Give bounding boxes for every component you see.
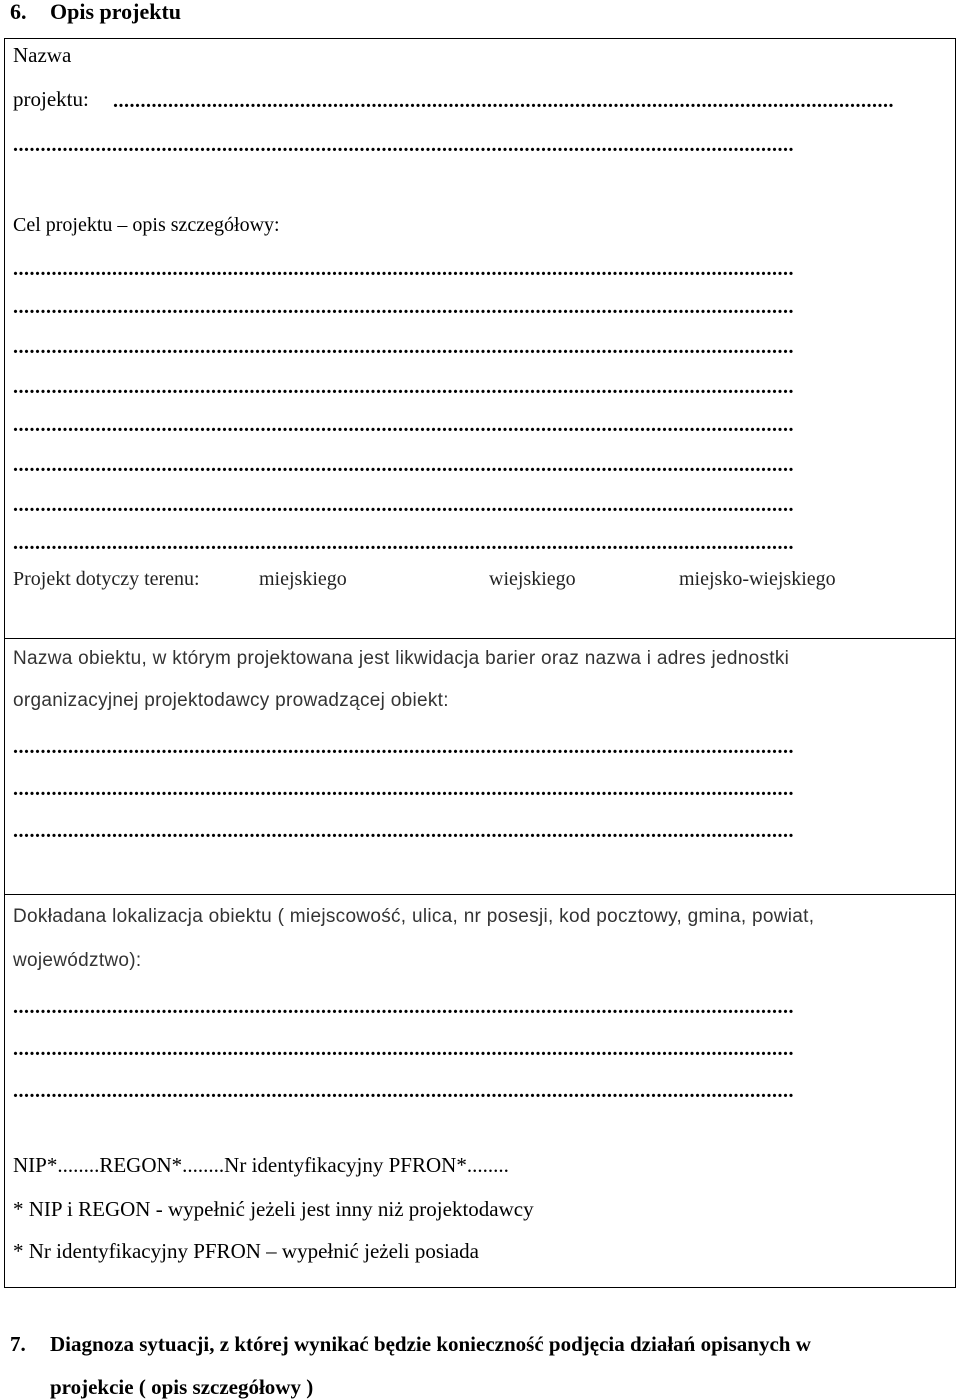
area-option-rural[interactable]: wiejskiego <box>489 568 576 590</box>
project-name-field[interactable]: .............................................................................................................................................. <box>113 91 894 111</box>
project-goal-line[interactable]: .............................................................................................................................................. <box>13 337 794 357</box>
object-name-cell <box>5 639 955 895</box>
section-6-heading <box>10 0 181 24</box>
object-location-line[interactable]: .............................................................................................................................................. <box>13 1081 794 1101</box>
object-name-line[interactable]: .............................................................................................................................................. <box>13 821 794 841</box>
area-option-urban[interactable]: miejskiego <box>259 568 347 590</box>
section-title: Diagnoza sytuacji, z której wynikać będzie konieczność podjęcia działań opisanych w <box>50 1332 811 1356</box>
section-number: 6. <box>10 0 27 24</box>
project-name-and-goal-cell <box>5 39 955 639</box>
project-goal-line[interactable]: .............................................................................................................................................. <box>13 415 794 435</box>
project-name-field-line-2[interactable]: .............................................................................................................................................. <box>13 135 794 155</box>
object-name-label-cont: organizacyjnej projektodawcy prowadzącej obiekt: <box>13 690 449 711</box>
project-description-form <box>4 38 956 1288</box>
nip-regon-note: * NIP i REGON - wypełnić jeżeli jest inny niż projektodawcy <box>13 1197 534 1221</box>
area-type-label: Projekt dotyczy terenu: <box>13 568 200 590</box>
project-goal-line[interactable]: .............................................................................................................................................. <box>13 455 794 475</box>
object-location-label: Dokładana lokalizacja obiektu ( miejscowość, ulica, nr posesji, kod pocztowy, gmina, powiat, <box>13 906 815 927</box>
object-name-line[interactable]: .............................................................................................................................................. <box>13 737 794 757</box>
object-location-line[interactable]: .............................................................................................................................................. <box>13 997 794 1017</box>
project-goal-line[interactable]: .............................................................................................................................................. <box>13 259 794 279</box>
object-location-line[interactable]: .............................................................................................................................................. <box>13 1039 794 1059</box>
area-option-urban-rural[interactable]: miejsko-wiejskiego <box>679 568 836 590</box>
project-goal-line[interactable]: .............................................................................................................................................. <box>13 533 794 553</box>
project-goal-label: Cel projektu – opis szczegółowy: <box>13 214 280 236</box>
object-name-line[interactable]: .............................................................................................................................................. <box>13 779 794 799</box>
project-name-label-cont: projektu: <box>13 87 89 111</box>
section-number: 7. <box>10 1332 26 1356</box>
identifiers-line[interactable]: NIP*........REGON*........Nr identyfikacyjny PFRON*........ <box>13 1153 509 1177</box>
object-location-cell <box>5 895 955 1287</box>
project-goal-line[interactable]: .............................................................................................................................................. <box>13 297 794 317</box>
section-title: Opis projektu <box>50 0 182 24</box>
pfron-note: * Nr identyfikacyjny PFRON – wypełnić jeżeli posiada <box>13 1239 479 1263</box>
project-goal-line[interactable]: .............................................................................................................................................. <box>13 377 794 397</box>
project-goal-line[interactable]: .............................................................................................................................................. <box>13 495 794 515</box>
project-name-label: Nazwa <box>13 43 72 67</box>
section-7-heading-cont: projekcie ( opis szczegółowy ) <box>50 1375 314 1399</box>
section-7-heading <box>10 1332 811 1356</box>
object-location-label-cont: województwo): <box>13 950 142 971</box>
object-name-label: Nazwa obiektu, w którym projektowana jest likwidacja barier oraz nazwa i adres jednostki <box>13 648 790 669</box>
